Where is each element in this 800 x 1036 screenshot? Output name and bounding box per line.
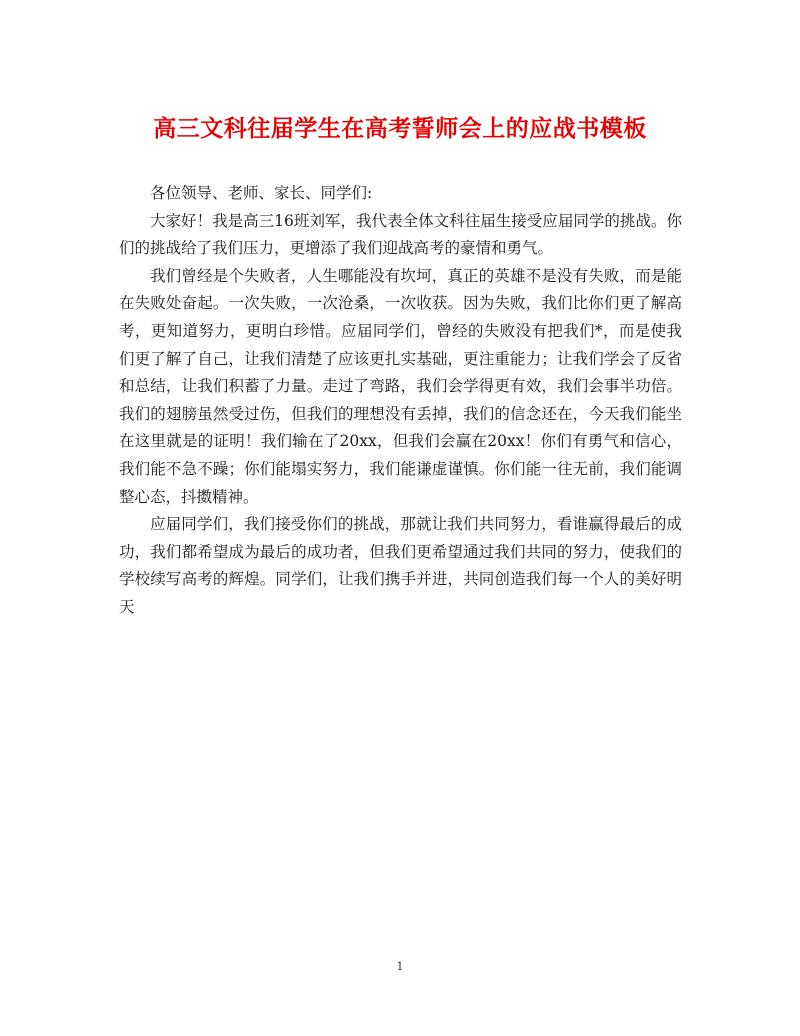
- page-number: 1: [396, 960, 404, 973]
- document-title: 高三文科往届学生在高考誓师会上的应战书模板: [153, 115, 647, 142]
- body-paragraph: 大家好！我是高三16班刘军，我代表全体文科往届生接受应届同学的挑战。你们的挑战给了我们压力，更增添了我们迎战高考的豪情和勇气。: [119, 211, 682, 258]
- body-paragraph: 我们曾经是个失败者，人生哪能没有坎坷，真正的英雄不是没有失败，而是能在失败处奋起。一次失败，一次沧桑，一次收获。因为失败，我们比你们更了解高考，更知道努力，更明白珍惜。应届同学们，曾经的失败没有把我们*，而是使我们更了解了自己，让我们清楚了应该更扎实基础，更注重能力；让我们学会了反省和总结，让我们积蓄了力量。走过了弯路，我们会学得更有效，我们会事半功倍。我们的翅膀虽然受过伤，但我们的理想没有丢掉，我们的信念还在，今天我们能坐在这里就是的证明！我们输在了20xx，但我们会赢在20xx！你们有勇气和信心，我们能不急不躁；你们能塌实努力，我们能谦虚谨慎。你们能一往无前，我们能调整心态，抖擞精神。: [119, 266, 682, 506]
- salutation-paragraph: 各位领导、老师、家长、同学们:: [150, 184, 373, 202]
- body-paragraph: 应届同学们，我们接受你们的挑战，那就让我们共同努力，看谁赢得最后的成功，我们都希望成为最后的成功者，但我们更希望通过我们共同的努力，使我们的学校续写高考的辉煌。同学们，让我们携手并进，共同创造我们每一个人的美好明天: [119, 515, 682, 616]
- document-body: [119, 180, 682, 622]
